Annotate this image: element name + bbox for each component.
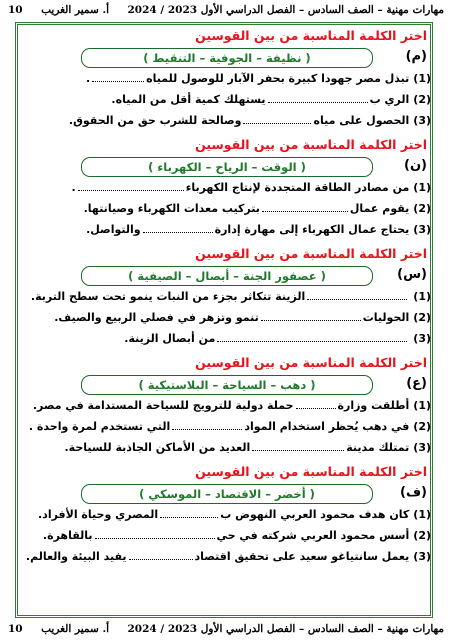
question-item [19, 416, 431, 437]
question-text-after: العديد من الأماكن الجاذبة للسياحة. [64, 441, 251, 454]
question-text-after: حملة دولية للترويج للسياحة المستدامة في مصر. [32, 399, 294, 412]
question-text-before: تمتلك مدينة [346, 441, 410, 454]
section-title: اختر الكلمة المناسبة من بين القوسين [195, 464, 427, 479]
answer-blank[interactable] [129, 547, 193, 560]
question-text-before: الحصول على مياه [313, 114, 410, 127]
question-number: (3) [413, 223, 431, 236]
choices-row [19, 155, 431, 177]
header-subject-info: مهارات مهنية – الصف السادس – الفصل الدراسي الأول 2023 / 2024 [127, 4, 444, 16]
question-number: (2) [413, 311, 431, 324]
section-letter: (ن) [404, 158, 427, 173]
question-text-before: الحوليات [362, 311, 410, 324]
exercise-section-s [19, 244, 431, 349]
answer-blank[interactable] [172, 417, 242, 430]
answer-blank[interactable] [78, 178, 184, 191]
question-text-after: بتركيب معدات الكهرباء وصيانتها. [83, 202, 260, 215]
question-text-after: الزينة تتكاثر بجزء من النبات ينمو تحت سطح التربة. [30, 290, 306, 303]
answer-blank[interactable] [261, 308, 361, 321]
question-number: (1) [413, 290, 431, 303]
answer-blank[interactable] [307, 287, 407, 300]
question-item [19, 198, 431, 219]
question-text-after: التي تستخدم لمرة واحدة . [28, 420, 171, 433]
question-item [19, 395, 431, 416]
word-choices-box: ( أخضر – الاقتصاد – الموسكي ) [81, 484, 373, 504]
section-title: اختر الكلمة المناسبة من بين القوسين [195, 137, 427, 152]
question-item [19, 219, 431, 240]
section-title: اختر الكلمة المناسبة من بين القوسين [195, 246, 427, 261]
question-text-after: من أبصال الزينة. [124, 332, 216, 345]
word-choices-box: ( نظيفة – الجوفية – التنقيط ) [81, 48, 373, 68]
question-text-before: من مصادر الطاقة المتجددة لإنتاج الكهرباء [185, 181, 410, 194]
choices-row [19, 46, 431, 68]
word-choices-box: ( الوقت – الرياح – الكهرباء ) [81, 157, 373, 177]
top-header [8, 2, 444, 18]
question-text-before: الري ب [369, 93, 410, 106]
answer-blank[interactable] [243, 111, 311, 124]
question-text-before: أطلقت وزارة [337, 399, 410, 412]
question-text-before: تبذل مصر جهودا كبيرة بحفر الآبار للوصول للمياه [146, 72, 410, 85]
section-letter: (س) [397, 267, 427, 282]
question-number: (1) [413, 72, 431, 85]
footer-subject-info: مهارات مهنية – الصف السادس – الفصل الدراسي الأول 2023 / 2024 [127, 623, 444, 635]
section-letter: (ف) [400, 485, 427, 500]
question-item [19, 177, 431, 198]
question-text-after: . [85, 72, 91, 85]
footer-teacher: أ. سمير الغريب [41, 623, 110, 635]
choices-row [19, 373, 431, 395]
question-number: (2) [413, 529, 431, 542]
question-item [19, 328, 431, 349]
question-item [19, 504, 431, 525]
section-letter: (م) [405, 49, 427, 64]
question-text-before: يحتاج عمال الكهرباء إلى مهارة إدارة [214, 223, 410, 236]
choices-row [19, 264, 431, 286]
choices-row [19, 482, 431, 504]
worksheet-content [19, 26, 431, 571]
question-text-after: يفيد البيئة والعالم. [25, 550, 127, 563]
question-text-before: كان هدف محمود العربي النهوض ب [220, 508, 410, 521]
header-page-number: 10 [8, 4, 23, 16]
word-choices-box: ( عصفور الجنة – أبصال – الصيفية ) [81, 266, 373, 286]
question-number: (2) [413, 202, 431, 215]
question-number: (1) [413, 508, 431, 521]
question-text-before: يعمل سانتياغو سعيد على تحقيق اقتصاد [194, 550, 410, 563]
question-number: (3) [413, 441, 431, 454]
question-number: (2) [413, 420, 431, 433]
answer-blank[interactable] [262, 199, 348, 212]
section-letter: (ع) [406, 376, 427, 391]
question-item [19, 89, 431, 110]
footer-page-number: 10 [8, 623, 23, 635]
question-item [19, 110, 431, 131]
question-number: (3) [413, 550, 431, 563]
question-text-after: بالقاهرة. [42, 529, 93, 542]
answer-blank[interactable] [252, 438, 344, 451]
question-item [19, 437, 431, 458]
question-item [19, 546, 431, 567]
exercise-section-f [19, 462, 431, 567]
question-number: (3) [413, 332, 431, 345]
answer-blank[interactable] [143, 220, 213, 233]
question-text-before: في دهب يُحظر استخدام المواد [244, 420, 410, 433]
question-number: (1) [413, 181, 431, 194]
answer-blank[interactable] [95, 526, 215, 539]
header-teacher: أ. سمير الغريب [41, 4, 110, 16]
answer-blank[interactable] [217, 329, 407, 342]
answer-blank[interactable] [92, 69, 144, 82]
question-number: (3) [413, 114, 431, 127]
question-item [19, 286, 431, 307]
answer-blank[interactable] [296, 396, 336, 409]
question-text-after: وصالحة للشرب حق من الحقوق. [68, 114, 242, 127]
question-text-before: يقوم عمال [349, 202, 410, 215]
exercise-section-m [19, 26, 431, 131]
question-number: (2) [413, 93, 431, 106]
question-number: (1) [413, 399, 431, 412]
question-text-before: أسس محمود العربي شركته في حي [216, 529, 410, 542]
question-text-after: والتواصل. [86, 223, 141, 236]
question-item [19, 307, 431, 328]
exercise-section-n [19, 135, 431, 240]
bottom-footer [8, 621, 444, 637]
question-text-after: . [71, 181, 76, 194]
question-text-after: يستهلك كمية أقل من المياه. [111, 93, 266, 106]
section-title: اختر الكلمة المناسبة من بين القوسين [195, 355, 427, 370]
answer-blank[interactable] [268, 90, 368, 103]
question-text-after: المصري وحياة الأفراد. [38, 508, 159, 521]
exercise-section-ain [19, 353, 431, 458]
word-choices-box: ( دهب – السياحة – البلاستيكية ) [81, 375, 373, 395]
question-item [19, 525, 431, 546]
answer-blank[interactable] [160, 505, 218, 518]
section-title: اختر الكلمة المناسبة من بين القوسين [195, 28, 427, 43]
question-text-after: تنمو وتزهر في فصلي الربيع والصيف. [54, 311, 259, 324]
question-item [19, 68, 431, 89]
